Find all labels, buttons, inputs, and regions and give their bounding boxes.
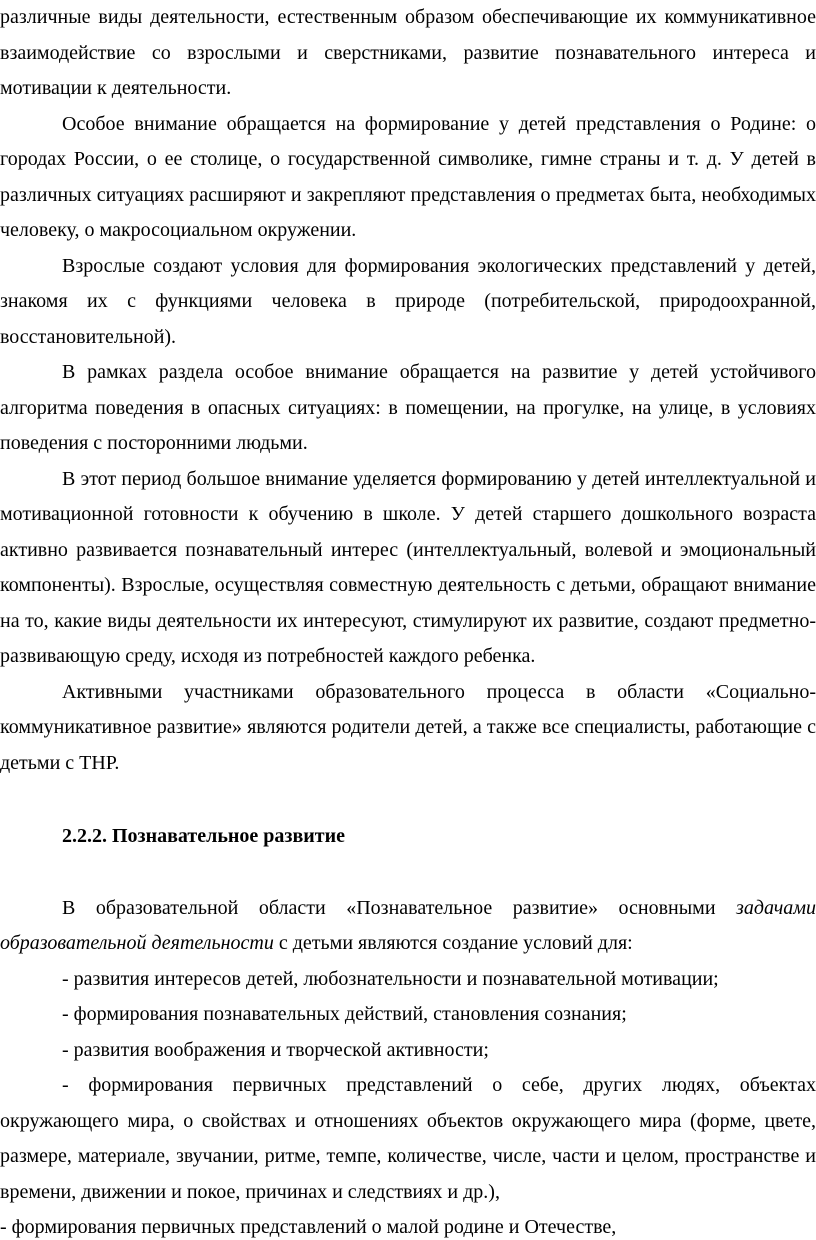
paragraph-homeland: Особое внимание обращается на формирование у детей представления о Родине: о городах России, о ее столице, о государственной символике, гимне страны и т. д. У детей в различных ситуациях расширяют и закрепляют представления о предметах быта, необходимых человеку, о макросоциальном окружении. [0, 112, 816, 241]
task-item: - развития интересов детей, любознательности и познавательной мотивации; [62, 967, 719, 990]
task-item: - формирования первичных представлений о себе, других людях, объектах окружающего мира, о свойствах и отношениях объектов окружающего мира (форме, цвете, размере, материале, звучании, ритме, темпе, количестве, числе, части и целом, пространстве и времени, движении и покое, причинах и следствиях и др.), [0, 1074, 816, 1203]
task-item-last: - формирования первичных представлений о малой родине и Отечестве, [0, 1216, 617, 1238]
section-spacer-bottom [0, 855, 816, 891]
task-item: - развития воображения и творческой активности; [62, 1038, 489, 1061]
section-heading: 2.2.2. Познавательное развитие [62, 825, 346, 847]
paragraph-tasks-intro [0, 891, 816, 962]
tasks-intro-italic: задачами образовательной деятельности [0, 896, 816, 954]
paragraph-school-readiness: В этот период большое внимание уделяется формированию у детей интеллектуальной и мотивационной готовности к обучению в школе. У детей старшего дошкольного возраста активно развивается познавательный интерес (интеллектуальный, волевой и эмоциональный компоненты). Взрослые, осуществляя совместную деятельность с детьми, обращают внимание на то, какие виды деятельности их интересуют, стимулируют их развитие, создают предметно-развивающую среду, исходя из потребностей каждого ребенка. [0, 467, 816, 667]
paragraph-ecology: Взрослые создают условия для формирования экологических представлений у детей, знакомя их с функциями человека в природе (потребительской, природоохранной, восстановительной). [0, 254, 816, 348]
paragraph-safety: В рамках раздела особое внимание обращается на развитие у детей устойчивого алгоритма поведения в опасных ситуациях: в помещении, на прогулке, на улице, в условиях поведения с посторонними людьми. [0, 361, 816, 454]
section-spacer-top [0, 781, 816, 819]
tasks-intro-start: В образовательной области «Познавательное развитие» основными [62, 896, 737, 919]
paragraph-intro-continuation: различные виды деятельности, естественным образом обеспечивающие их коммуникативное взаимодействие со взрослыми и сверстниками, развитие познавательного интереса и мотивации к деятельности. [0, 6, 816, 99]
tasks-intro-end: с детьми являются создание условий для: [273, 932, 633, 954]
paragraph-participants: Активными участниками образовательного процесса в области «Социально-коммуникативное развитие» являются родители детей, а также все специалисты, работающие с детьми с ТНР. [0, 680, 816, 774]
task-item: - формирования познавательных действий, становления сознания; [62, 1003, 627, 1025]
